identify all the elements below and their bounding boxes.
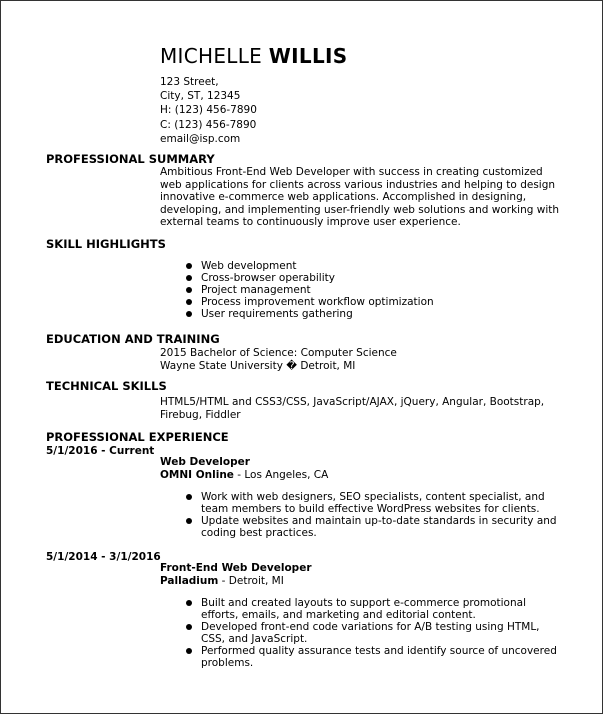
list-item: Web development xyxy=(185,260,560,272)
summary-text: Ambitious Front-End Web Developer with success in creating customized web applications for clients across various industries and helping to design innovative e-commerce web applications. Accomplished in designing, developing, and implementing user-friendly web solutions and working with external teams to continuously improve user experience. xyxy=(160,166,560,228)
job-2-company: Palladium xyxy=(160,574,219,587)
skills-heading: SKILL HIGHLIGHTS xyxy=(46,237,166,251)
job-2-employer xyxy=(160,575,560,588)
job-1-employer xyxy=(160,469,560,482)
address-line-2: City, ST, 12345 xyxy=(160,90,241,103)
job-1-title: Web Developer xyxy=(160,456,250,468)
job-1-location: - Los Angeles, CA xyxy=(233,468,329,481)
school: Wayne State University � Detroit, MI xyxy=(160,359,356,372)
list-item: Work with web designers, SEO specialists, content specialist, and team members to build effective WordPress websites for clients. xyxy=(185,491,560,515)
list-item: Performed quality assurance tests and identify source of uncovered problems. xyxy=(185,645,560,669)
experience-heading: PROFESSIONAL EXPERIENCE xyxy=(46,430,229,444)
skills-list xyxy=(185,260,560,320)
list-item: Built and created layouts to support e-commerce promotional efforts, emails, and marketing and editorial content. xyxy=(185,597,560,621)
job-2-title: Front-End Web Developer xyxy=(160,562,312,574)
job-1-dates: 5/1/2016 - Current xyxy=(46,445,155,457)
job-1-header xyxy=(160,456,560,481)
cell-phone: C: (123) 456-7890 xyxy=(160,118,257,131)
contact-info xyxy=(160,75,347,146)
job-2-bullets xyxy=(185,597,560,669)
degree: 2015 Bachelor of Science: Computer Science xyxy=(160,347,397,359)
technical-text: HTML5/HTML and CSS3/CSS, JavaScript/AJAX, jQuery, Angular, Bootstrap, Firebug, Fiddler xyxy=(160,396,545,421)
education-heading: EDUCATION AND TRAINING xyxy=(46,332,220,346)
list-item: Cross-browser operability xyxy=(185,272,560,284)
education-details xyxy=(160,347,560,372)
job-2-dates: 5/1/2014 - 3/1/2016 xyxy=(46,551,161,563)
job-1-bullets xyxy=(185,491,560,539)
technical-heading: TECHNICAL SKILLS xyxy=(46,379,167,393)
resume-header xyxy=(160,43,347,146)
list-item: Process improvement workflow optimization xyxy=(185,296,560,308)
email: email@isp.com xyxy=(160,132,241,145)
job-1-company: OMNI Online xyxy=(160,468,234,481)
home-phone: H: (123) 456-7890 xyxy=(160,104,257,117)
first-name: MICHELLE xyxy=(160,44,263,68)
candidate-name xyxy=(160,43,347,69)
job-2-location: - Detroit, MI xyxy=(218,574,284,587)
address-line-1: 123 Street, xyxy=(160,76,219,88)
list-item: Update websites and maintain up-to-date standards in security and coding best practices. xyxy=(185,515,560,539)
summary-heading: PROFESSIONAL SUMMARY xyxy=(46,152,215,166)
list-item: Developed front-end code variations for A/B testing using HTML, CSS, and JavaScript. xyxy=(185,621,560,645)
list-item: Project management xyxy=(185,284,560,296)
job-2-header xyxy=(160,562,560,587)
list-item: User requirements gathering xyxy=(185,308,560,320)
last-name: WILLIS xyxy=(268,44,348,68)
